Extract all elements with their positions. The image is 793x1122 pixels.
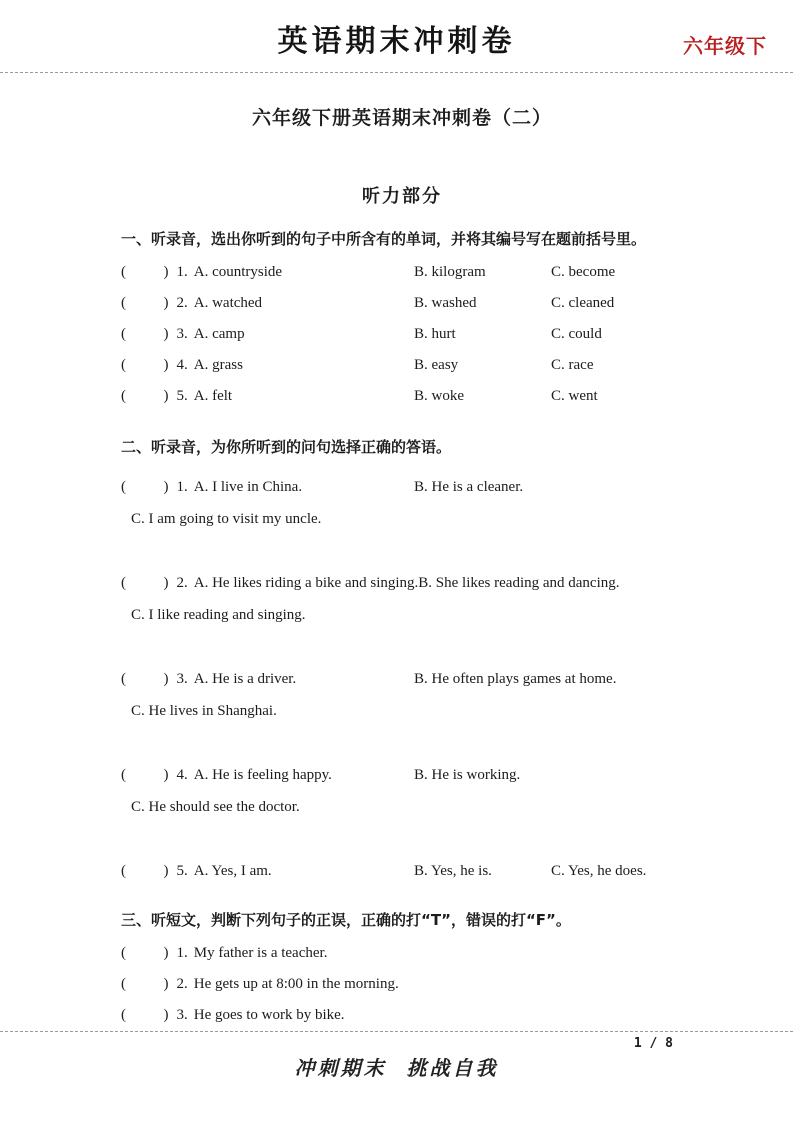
statement-text: My father is a teacher. — [193, 945, 328, 961]
option-b: B. He often plays games at home. — [414, 670, 617, 687]
answer-bracket: ( ) — [121, 388, 169, 404]
option-c: C. went — [551, 388, 598, 404]
option-a: A. countryside — [193, 264, 283, 280]
section-3-heading: 三、听短文，判断下列句子的正误，正确的打“T”，错误的打“F”。 — [121, 911, 571, 929]
question-number: 3. — [176, 670, 188, 687]
question-number: 2. — [176, 976, 188, 992]
answer-bracket: ( ) — [121, 326, 169, 342]
question-lead — [121, 264, 414, 281]
section-2-heading: 二、听录音，为你所听到的问句选择正确的答语。 — [121, 438, 452, 456]
option-a: A. watched — [193, 295, 263, 311]
option-b: B. He is working. — [414, 766, 521, 783]
question-row — [121, 1000, 683, 1031]
answer-bracket: ( ) — [121, 264, 169, 280]
question-row — [121, 855, 683, 887]
option-a: A. He is a driver. — [193, 670, 297, 687]
question-lead — [121, 388, 414, 405]
question-row — [121, 471, 683, 503]
section-3-questions — [121, 938, 683, 1031]
statement-text: He goes to work by bike. — [193, 1007, 345, 1023]
grade-badge: 六年级下 — [683, 34, 767, 58]
option-a: A. He is feeling happy. — [193, 766, 332, 783]
answer-bracket: ( ) — [121, 945, 169, 961]
question-number: 1. — [176, 264, 188, 280]
question-lead — [121, 479, 414, 496]
listening-part-title: 听力部分 — [362, 186, 442, 207]
question-number: 5. — [176, 862, 188, 879]
section-2-questions — [121, 471, 683, 887]
paper-title: 六年级下册英语期末冲刺卷（二） — [251, 107, 552, 129]
question-row — [121, 759, 683, 791]
question-row — [121, 288, 683, 319]
footer-slogan: 冲刺期末 挑战自我 — [294, 1056, 499, 1080]
question-number: 5. — [176, 388, 188, 404]
question-lead — [121, 767, 414, 784]
answer-bracket: ( ) — [121, 295, 169, 311]
option-a: A. He likes riding a bike and singing. — [193, 574, 419, 591]
question-row — [121, 381, 683, 412]
question-lead — [121, 976, 683, 993]
question-block — [121, 663, 683, 727]
question-lead — [121, 863, 414, 880]
option-a: A. Yes, I am. — [193, 862, 272, 879]
question-number: 1. — [176, 478, 188, 495]
option-c: C. He should see the doctor. — [131, 799, 300, 815]
option-b: B. easy — [414, 357, 459, 373]
question-number: 4. — [176, 766, 188, 783]
statement-text: He gets up at 8:00 in the morning. — [193, 976, 399, 992]
exam-series-title: 英语期末冲刺卷 — [277, 24, 516, 59]
option-b: B. hurt — [414, 326, 456, 342]
option-b: B. woke — [414, 388, 464, 404]
question-number: 3. — [176, 1007, 188, 1023]
question-block — [121, 855, 683, 887]
answer-bracket: ( ) — [121, 1007, 169, 1023]
question-row — [121, 969, 683, 1000]
option-b: B. She likes reading and dancing. — [418, 574, 620, 591]
question-row — [121, 663, 683, 695]
answer-bracket: ( ) — [121, 766, 169, 783]
option-c: C. become — [551, 264, 616, 280]
question-number: 2. — [176, 574, 188, 591]
question-block — [121, 471, 683, 535]
option-b: B. He is a cleaner. — [414, 478, 524, 495]
answer-bracket: ( ) — [121, 574, 169, 591]
exam-body — [0, 103, 793, 1031]
question-lead — [121, 575, 418, 592]
option-b: B. Yes, he is. — [414, 862, 492, 879]
option-c: C. could — [551, 326, 602, 342]
question-block — [121, 567, 683, 631]
page-indicator: 1 / 8 — [633, 1036, 673, 1051]
answer-bracket: ( ) — [121, 478, 169, 495]
option-a: A. I live in China. — [193, 478, 303, 495]
question-row — [121, 257, 683, 288]
option-c: C. I like reading and singing. — [131, 607, 306, 623]
answer-bracket: ( ) — [121, 670, 169, 687]
question-row — [121, 567, 683, 599]
option-c: C. Yes, he does. — [551, 862, 647, 879]
question-lead — [121, 295, 414, 312]
question-number: 4. — [176, 357, 188, 373]
option-c: C. I am going to visit my uncle. — [131, 511, 322, 527]
question-number: 1. — [176, 945, 188, 961]
answer-bracket: ( ) — [121, 862, 169, 879]
question-lead — [121, 1007, 683, 1024]
question-block — [121, 759, 683, 823]
question-lead — [121, 357, 414, 374]
question-number: 3. — [176, 326, 188, 342]
question-row — [121, 938, 683, 969]
footer-divider — [0, 1031, 793, 1032]
section-1-questions — [121, 257, 683, 412]
option-c: C. He lives in Shanghai. — [131, 703, 277, 719]
option-b: B. washed — [414, 295, 477, 311]
page-header — [0, 0, 793, 73]
section-1-heading: 一、听录音，选出你听到的句子中所含有的单词，并将其编号写在题前括号里。 — [121, 230, 647, 248]
question-lead — [121, 326, 414, 343]
option-a: A. grass — [193, 357, 243, 373]
answer-bracket: ( ) — [121, 976, 169, 992]
answer-bracket: ( ) — [121, 357, 169, 373]
option-a: A. felt — [193, 388, 233, 404]
question-lead — [121, 945, 683, 962]
option-c: C. cleaned — [551, 295, 615, 311]
option-c: C. race — [551, 357, 594, 373]
question-row — [121, 350, 683, 381]
question-lead — [121, 671, 414, 688]
question-number: 2. — [176, 295, 188, 311]
option-a: A. camp — [193, 326, 245, 342]
option-b: B. kilogram — [414, 264, 486, 280]
question-row — [121, 319, 683, 350]
